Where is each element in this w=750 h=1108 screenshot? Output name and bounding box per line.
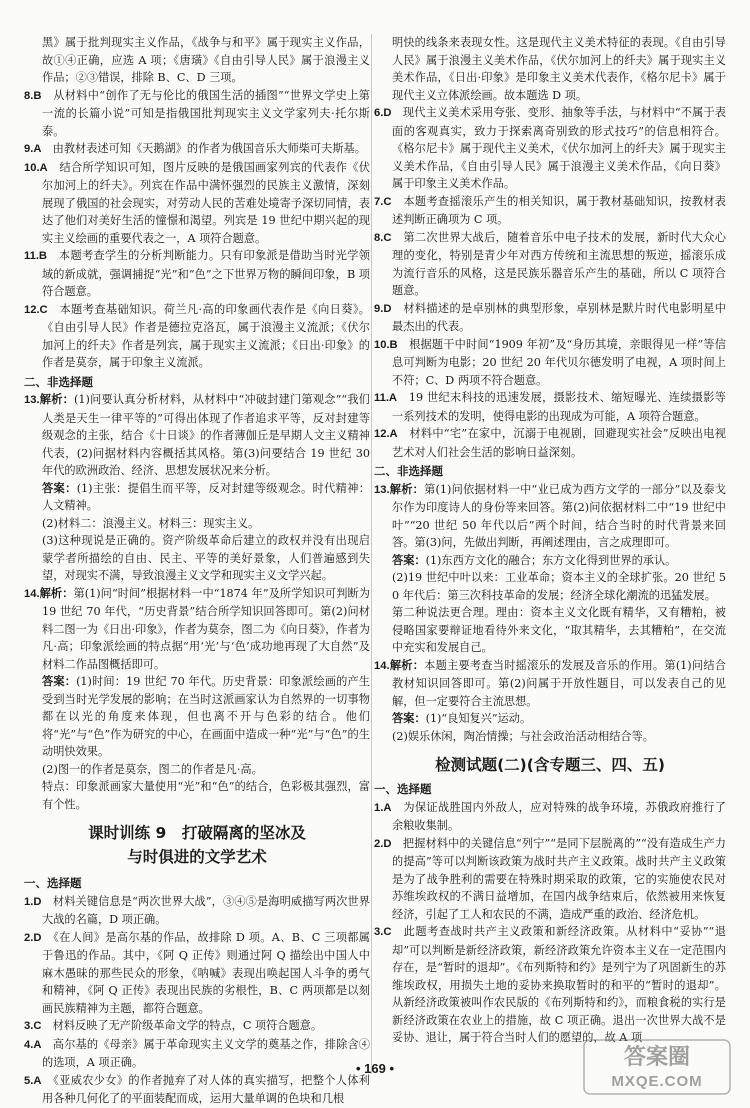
answer-text: 本题考查摇滚乐产生的相关知识，属于教材基础知识，按教材表述判断正确项为 C 项。 [392,194,726,226]
answer-item-8 [374,229,726,300]
answer-line: (1)东西方文化的融合；东方文化得到世界的承认。 [425,553,677,567]
answer-text: 把握材料中的关键信息“列宁”“是同下层脱离的”“没有造成生产力的提高”等可以判断该政策为战时共产主义政策。战时共产主义政策是为了战争胜利的需要在特殊时期采取的政策，它的实施使农民对苏维埃政权的不满日益增加，在国内战争结束后，依然被用来恢复经济，引起了工人和农民的不满，造成严重的政治、经济危机。 [392,836,726,921]
answer-line: 特点：印象派画家大量使用“光”和“色”的结合，色彩极其强烈，富有个性。 [42,780,370,811]
analysis-label: 解析： [389,481,425,496]
answer-label: 答案： [42,480,77,495]
lesson-answer-2 [24,929,370,1018]
question-14-analysis [374,657,726,711]
answer-text: 现代主义美术采用夸张、变形、抽象等手法，与材料中“不属于表面的客观真实，致力于探索离奇别致的形式技巧”的信息相符合。《格尔尼卡》属于现代主义美术，《伏尔加河上的纤夫》属于现实主义美术作品，《自由引导人民》属于浪漫主义美术作品，《向日葵》属于印象主义美术作品。 [392,106,726,190]
answer-text: 材料中“宅”在家中，沉溺于电视剧，回避现实社会”反映出电视艺术对人们社会生活的影响日益深刻。 [392,427,726,459]
answer-line: (3)这种现说是正确的。资产阶级革命后建立的政权并没有出现启蒙学者所描绘的自由、民主、平等的美好景象，人们普遍感到失望，对现实不满，导致浪漫主义文学和现实主义文学兴起。 [42,534,370,582]
answer-number: 11.B [24,250,48,262]
question-13-analysis [374,481,726,552]
section-heading: 一、选择题 [24,876,82,890]
answer-number: 7.C [374,195,392,208]
answer-line: (2)材料二：浪漫主义。材料三：现实主义。 [42,516,260,530]
page-number: • 169 • [355,1061,395,1076]
analysis-text: 第(1)问依据材料一中“业已成为西方文学的一部分”以及泰戈尔作为印度诗人的身份等来回答。第(2)问依据材料二中“19 世纪中叶”“20 世纪 50 年代以后”两个时间，结合当时的时代背景来回答。第(3)问，先做出判断，再阐述理由，言之成理即可。 [392,482,726,549]
answer-number: 14. [24,587,40,600]
left-column [24,34,370,1108]
answer-item-11 [24,247,370,301]
watermark-logo [582,1038,732,1096]
answer-text: 明快的线条来表现女性。这是现代主义美术特征的表现。《自由引导人民》属于浪漫主义美术作品，《伏尔加河上的纤夫》属于现实主义美术作品，《日出·印象》是印象主义美术代表作，《格尔尼卡》属于现代主义立体派绘画。故本题选 D 项。 [392,36,726,102]
analysis-text: 本题主要考查当时摇滚乐的发展及音乐的作用。第(1)问结合教材知识回答即可。第(2)问属于开放性题目，可以发表自己的见解，但一定要符合主流思想。 [392,658,726,708]
answer-item-7 [374,193,726,229]
test-answer-3 [374,923,726,1047]
lesson-title [24,821,370,869]
answer-label: 答案： [42,674,77,688]
answer-number: 13. [374,483,390,496]
lesson-title-line: 课时训练 9 打破隔离的坚冰及 [88,824,306,842]
answer-text: 本题考查基础知识。荷兰凡·高的印象画代表作是《向日葵》。《自由引导人民》作者是德拉克洛瓦，属于浪漫主义流派；《伏尔加河上的纤夫》作者是列宾，属于现实主义流派；《日出·印象》的作者是莫奈，属于印象主义流派。 [42,302,370,369]
answer-line: (1)“良知复兴”运动。 [425,712,532,725]
answer-number: 4.A [24,1038,42,1051]
answer-item-8 [24,87,370,141]
answer-number: 10.A [24,161,48,174]
answer-item-12 [24,301,370,372]
analysis-label: 解析： [39,392,75,406]
analysis-text: 第(1)问“时间”根据材料一中“1874 年”及所学知识可判断为 19 世纪 70 年代，“历史背景”结合所学知识回答即可。第(2)问材料二图一为《日出·印象》，作者为莫奈，图二为《向日葵》，作者为凡·高；印象派绘画的特点据“用‘光’与‘色’成功地再现了大自然”及材料二作品图概括即可。 [42,586,370,671]
right-column [374,34,726,1047]
answer-label: 答案： [392,552,426,567]
answer-line: (1)主张：提倡生而平等，反对封建等级观念。时代精神：人文精神。 [42,481,370,512]
watermark-url: MXQE.COM [611,1073,703,1090]
question-13-answer [24,480,370,515]
section-heading: 二、非选择题 [24,374,93,389]
answer-number: 12.C [24,303,48,316]
answer-text: 由教材表述可知《天鹅湖》的作者为俄国音乐大师柴可夫斯基。 [52,142,366,155]
answer-text: 材料反映了无产阶级革命文学的特点，C 项符合题意。 [52,1019,323,1032]
answer-item-10 [374,336,726,390]
answer-number: 1.D [24,895,42,908]
analysis-label: 解析： [39,585,74,600]
lesson-answer-3 [24,1017,370,1036]
answer-number: 2.D [374,837,392,850]
lesson-title-line: 与时俱进的文学艺术 [127,848,267,866]
test-title: 检测试题(二)(含专题三、四、五) [435,756,665,774]
answer-line: (2)图一的作者是莫奈，图二的作者是凡·高。 [42,762,263,776]
answer-number: 3.C [374,926,392,938]
answer-number: 2.D [24,931,42,944]
section-heading: 二、非选择题 [374,464,443,478]
answer-item-11 [374,389,726,425]
answer-text: 19 世纪末科技的迅速发展，摄影技术、缩短曝光、连续摄影等一系列技术的发明，使得电影的出现成为可能，A 项符合题意。 [392,391,726,423]
answer-text: 为保证战胜国内外敌人，应对特殊的战争环境，苏俄政府推行了余粮收集制。 [392,800,726,832]
answer-item-9 [24,140,370,159]
answer-text: 材料描述的是卓别林的典型形象，卓别林是默片时代电影明星中最杰出的代表。 [392,301,726,333]
answer-number: 9.D [374,302,392,315]
test-answer-1 [374,799,726,835]
answer-item-10 [24,159,370,248]
answer-number: 10.B [374,338,398,351]
analysis-label: 解析： [389,657,425,672]
answer-text: 此题考查战时共产主义政策和新经济政策。从材料中“妥协”“退却”可以判断是新经济政策，新经济政策允许资本主义在一定范围内存在，是“暂时的退却”。《布列斯特和约》是列宁为了巩固新生的苏维埃政权，用损失土地的妥协来换取暂时的和平的“暂时的退却”。从新经济政策被叫作农民版的《布列斯特和约》，而粮食税的实行是新经济政策在农业上的措施，故 C 项正确。退出一次世界大战不是妥协、退让，属于符合当时人们的愿望的，故 A 项 [392,925,726,1044]
answer-number: 12.A [374,428,398,440]
question-13-answer [374,552,726,570]
answer-text: 材料关键信息是“两次世界大战”，③④⑤是海明威描写两次世界大战的名篇，D 项正确。 [42,894,370,926]
column-divider [371,34,372,1074]
question-14-answer [24,673,370,761]
answer-text: 根据题干中时间“1909 年初”及“身历其境，亲眼得见一样”等信息可判断为电影；20 世纪 20 年代贝尔德发明了电视，A 项时间上不符；C、D 两项不符合题意。 [392,337,726,387]
answer-number: 1.A [374,801,392,814]
answer-line: (2)19 世纪中叶以来：工业革命；资本主义的全球扩张。20 世纪 50 年代后：第三次科技革命的发展；经济全球化潮流的迅猛发展。 [392,571,726,602]
section-heading: 一、选择题 [374,782,432,796]
answer-text: 高尔基的《母亲》属于革命现实主义文学的奠基之作，排除含④的选项，A 项正确。 [42,1037,370,1069]
answer-text: 从材料中“创作了无与伦比的俄国生活的插图”“世界文学史上第一流的长篇小说”可知是指俄国批判现实主义文学家列夫·托尔斯泰。 [42,88,370,138]
answer-line: (1)时间：19 世纪 70 年代。历史背景：印象派绘画的产生受到当时光学发展的影响；在当时这派画家认为自然界的一切事物都在以光的角度来体现，但也离不开与色彩的结合。他们将“光”与“色”作为研究的中心，在画面中造成一种“光”与“色”的生动明快效果。 [42,675,370,758]
question-14-answer [374,710,726,728]
question-14-analysis [24,585,370,674]
answer-line: 第二种说法更合理。理由：资本主义文化既有精华，又有糟粕，被侵略国家要辩证地看待外来文化，“取其精华，去其糟粕”，在交流中充实和发展自己。 [392,606,726,654]
answer-number: 13. [24,394,40,406]
answer-number: 5.A [24,1074,42,1087]
answer-number: 8.C [374,231,392,244]
answer-number: 6.D [374,107,392,119]
answer-text: 《亚威农少女》的作者抛弃了对人体的真实描写，把整个人体利用各种几何化了的平面装配而成，运用大量单调的色块和几根 [42,1073,370,1105]
answer-number: 8.B [24,89,42,102]
answer-text: 本题考查学生的分析判断能力。只有印象派是借助当时光学领域的新成就，强调捕捉“光”和“色”之下世界万物的瞬间印象，B 项符合题意。 [42,249,370,298]
test-answer-2 [374,835,726,924]
answer-text: 结合所学知识可知，图片反映的是俄国画家列宾的代表作《伏尔加河上的纤夫》。列宾在作品中满怀强烈的民族主义激情，深刻展现了俄国的社会现实，对劳动人民的苦难处境寄予深切同情，表达了他们对美好生活的憧憬和渴望。列宾是 19 世纪中期兴起的现实主义绘画的重要代表之一，A 项符合题意。 [42,160,370,245]
answer-item-9 [374,300,726,336]
answer-text: 《在人间》是高尔基的作品，故排除 D 项。A、B、C 三项都属于鲁迅的作品。其中，《阿 Q 正传》则通过阿 Q 描绘出中国人中麻木愚昧的那些民众的形象，《呐喊》表现出唤起国人斗争的勇气和精神，《阿 Q 正传》表现出民族的劣根性，B、C 两项都是以刻画民族精神为主题，都符合题意。 [42,930,370,1015]
answer-number: 3.C [24,1020,42,1032]
analysis-text: (1)问要认真分析材料，从材料中“冲破封建门第观念”“我们人类是天生一律平等的”可得出体现了作者追求平等，反对封建等级观念的主张，结合《十日谈》的作者薄伽丘是早期人文主义精神代表，(2)问据材料内容概括其风格。第(3)问要结合 19 世纪 30 年代的欧洲政治、经济、思想发展状况来分析。 [42,393,370,477]
question-13-analysis [24,391,370,480]
lesson-answer-1 [24,893,370,929]
answer-number: 11.A [374,392,398,404]
answer-line: (2)娱乐休闲，陶冶情操；与社会政治活动相结合等。 [392,729,654,743]
answer-item-12 [374,425,726,461]
answer-number: 9.A [24,143,42,155]
watermark-text: 答案圈 [623,1045,691,1070]
answer-text: 黑》属于批判现实主义作品，《战争与和平》属于现实主义作品，故①④正确，应选 A 项；《唐璜》《自由引导人民》属于浪漫主义作品；②③错误，排除 B、C、D 三项。 [42,36,370,84]
answer-text: 第二次世界大战后，随着音乐中电子技术的发展，新时代大众心理的变化，特别是青少年对西方传统和主流思想的叛逆，摇滚乐成为流行音乐的风格，这是民族乐器音乐产生的基础，所以 C 项符合题意。 [392,230,726,297]
answer-item-6 [374,104,726,193]
answer-number: 14. [374,659,390,672]
answer-label: 答案： [392,711,426,725]
